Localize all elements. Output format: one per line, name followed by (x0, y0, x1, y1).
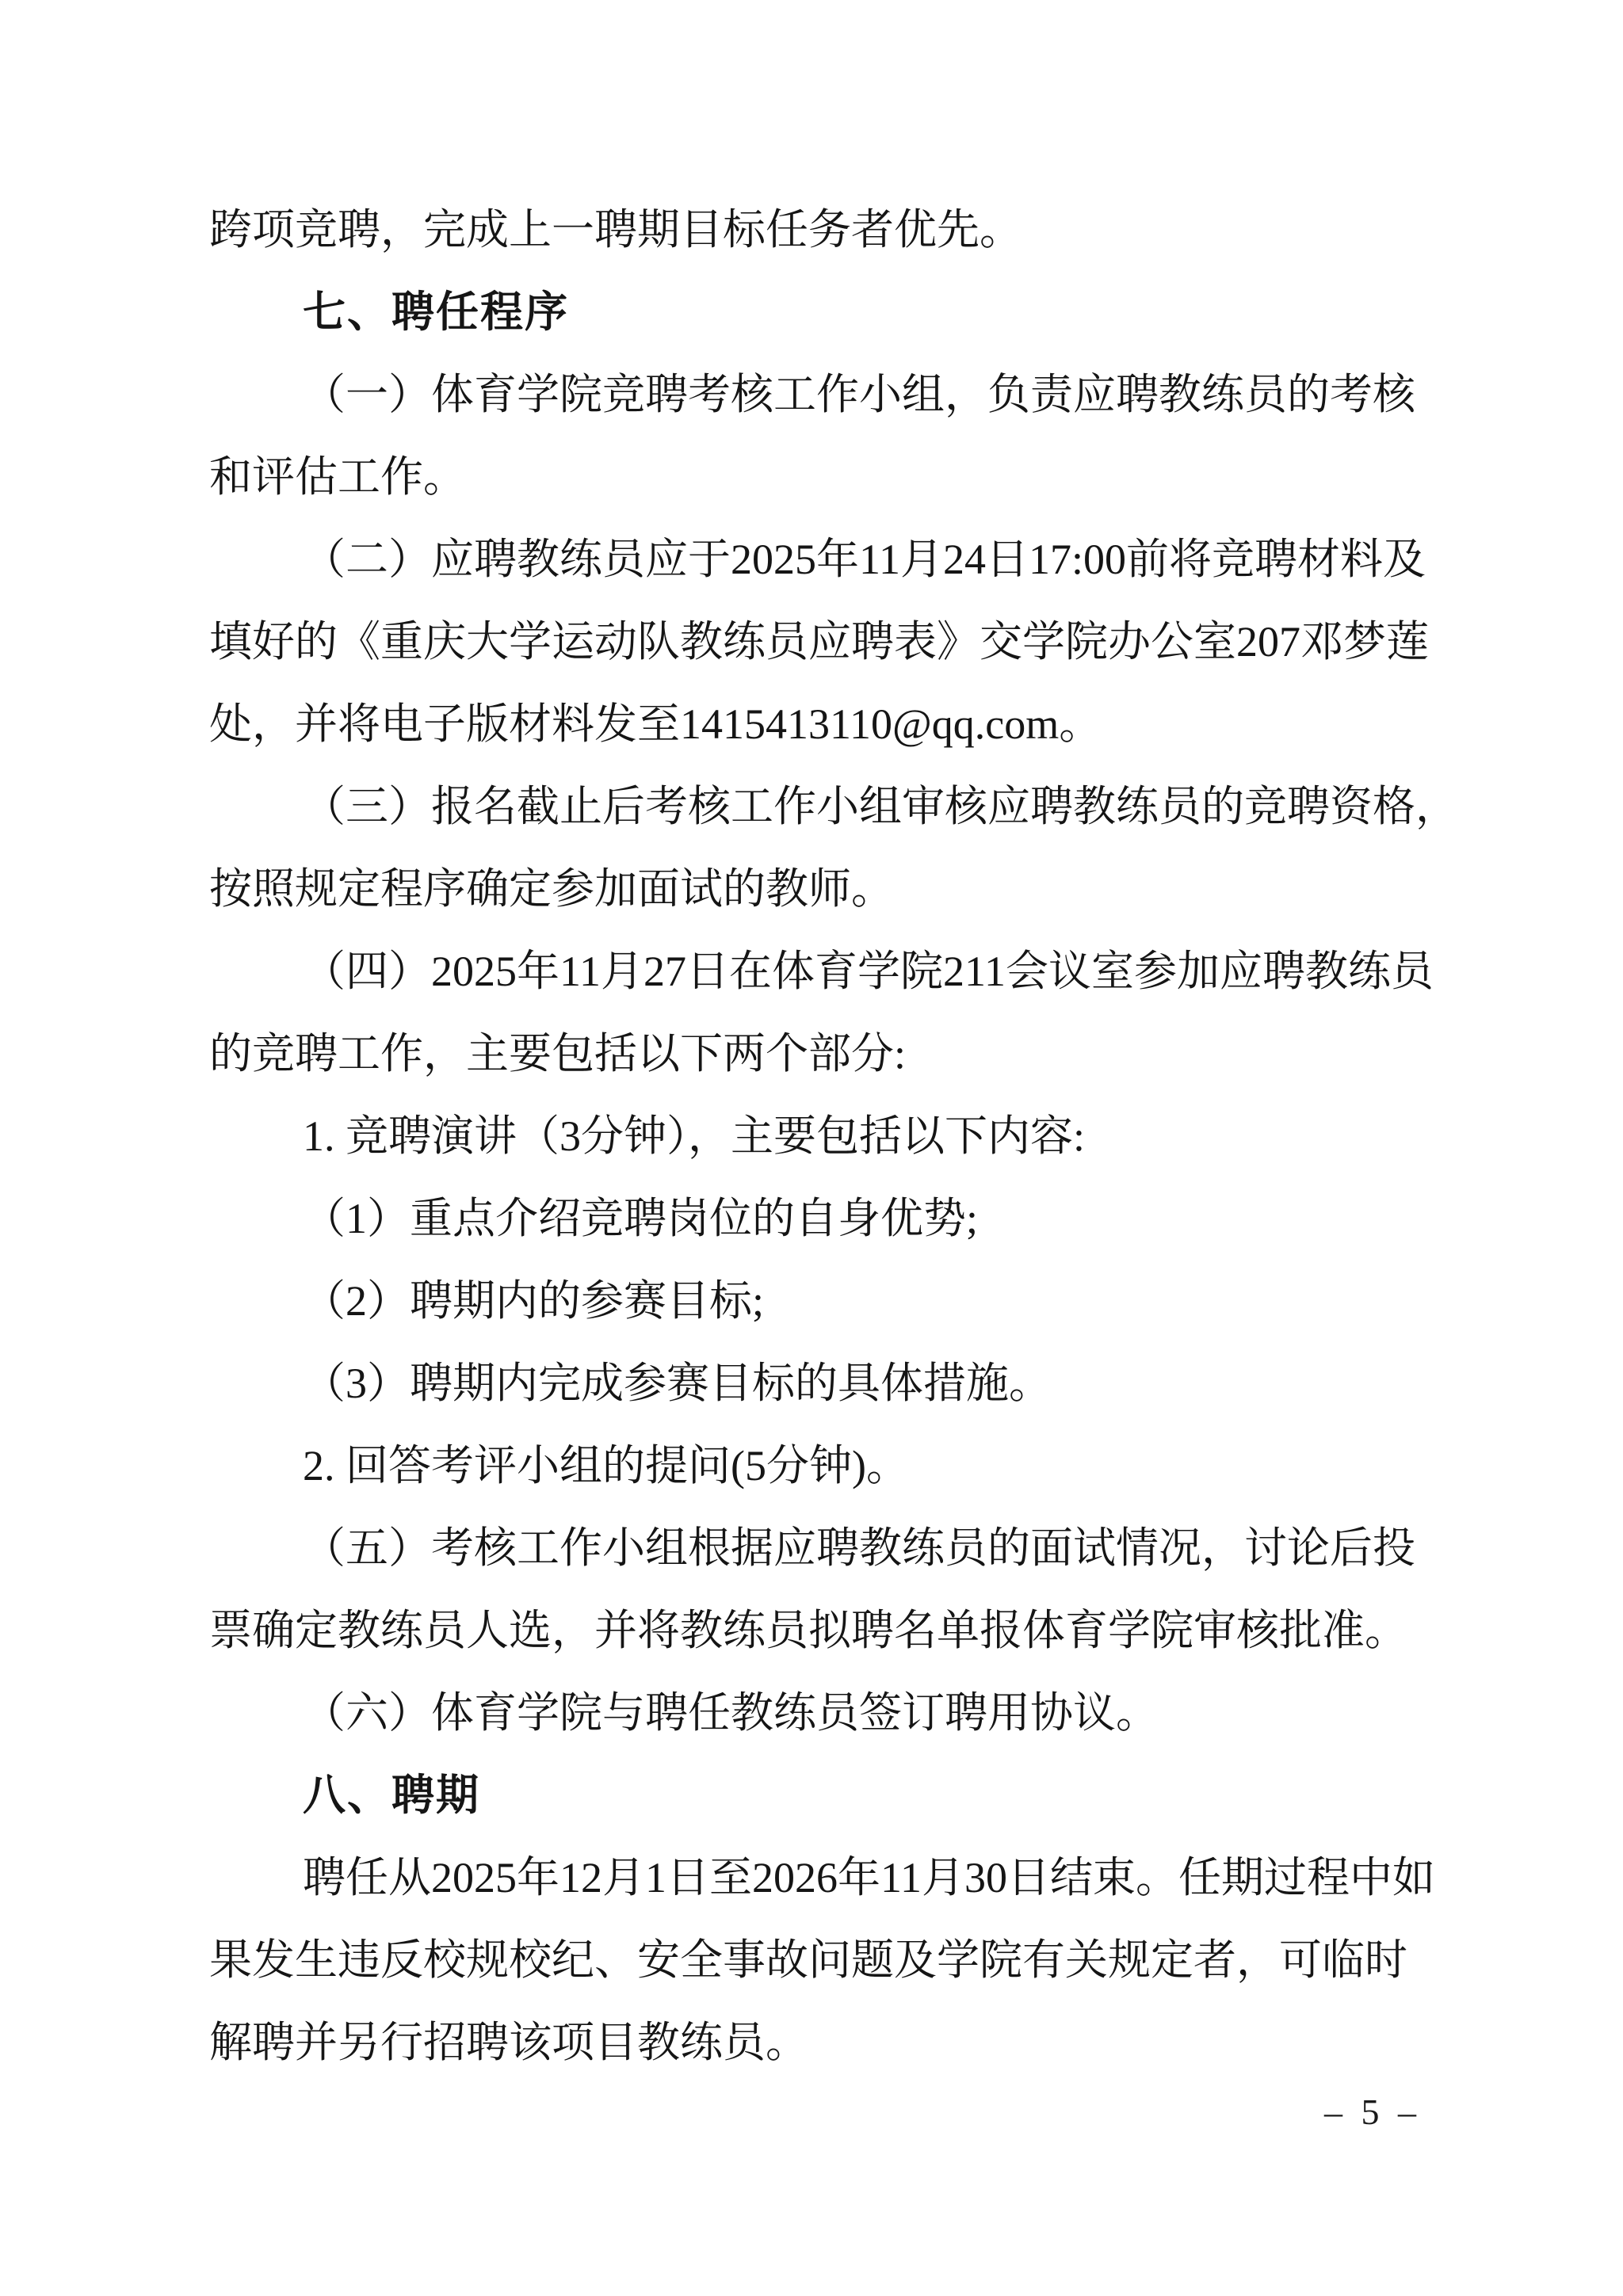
section-heading-8: 八、聘期 (303, 1772, 480, 1819)
document-line: （三）报名截止后考核工作小组审核应聘教练员的竞聘资格， (303, 783, 1458, 830)
document-line: （2）聘期内的参赛目标; (303, 1277, 765, 1325)
document-line: （二）应聘教练员应于2025年11月24日17:00前将竞聘材料及 (303, 536, 1426, 583)
document-line: 和评估工作。 (209, 453, 466, 501)
document-line: 1. 竞聘演讲（3分钟），主要包括以下内容: (303, 1112, 1086, 1160)
document-line: 处，并将电子版材料发至1415413110@qq.com。 (209, 700, 1102, 748)
document-line: （一）体育学院竞聘考核工作小组，负责应聘教练员的考核 (303, 371, 1415, 418)
document-line: 跨项竞聘，完成上一聘期目标任务者优先。 (209, 206, 1022, 254)
section-heading-7: 七、聘任程序 (303, 288, 569, 336)
document-line: （五）考核工作小组根据应聘教练员的面试情况，讨论后投 (303, 1524, 1415, 1572)
page-number: – 5 – (1324, 2092, 1421, 2132)
document-body (209, 189, 1528, 2084)
document-line: 填好的《重庆大学运动队教练员应聘表》交学院办公室207邓梦莲 (209, 618, 1429, 666)
document-line: （六）体育学院与聘任教练员签订聘用协议。 (303, 1689, 1159, 1737)
document-line: 的竞聘工作，主要包括以下两个部分: (209, 1030, 907, 1077)
document-line: 按照规定程序确定参加面试的教师。 (209, 865, 894, 913)
document-line: 2. 回答考评小组的提问(5分钟)。 (303, 1442, 909, 1489)
document-line: 票确定教练员人选，并将教练员拟聘名单报体育学院审核批准。 (209, 1607, 1407, 1654)
document-line: 果发生违反校规校纪、安全事故问题及学院有关规定者，可临时 (209, 1936, 1407, 1984)
document-line: 解聘并另行招聘该项目教练员。 (209, 2019, 808, 2066)
document-line: 聘任从2025年12月1日至2026年11月30日结束。任期过程中如 (303, 1854, 1435, 1901)
document-line: （3）聘期内完成参赛目标的具体措施。 (303, 1360, 1052, 1407)
document-line: （四）2025年11月27日在体育学院211会议室参加应聘教练员 (303, 948, 1434, 995)
document-line: （1）重点介绍竞聘岗位的自身优势; (303, 1195, 979, 1242)
